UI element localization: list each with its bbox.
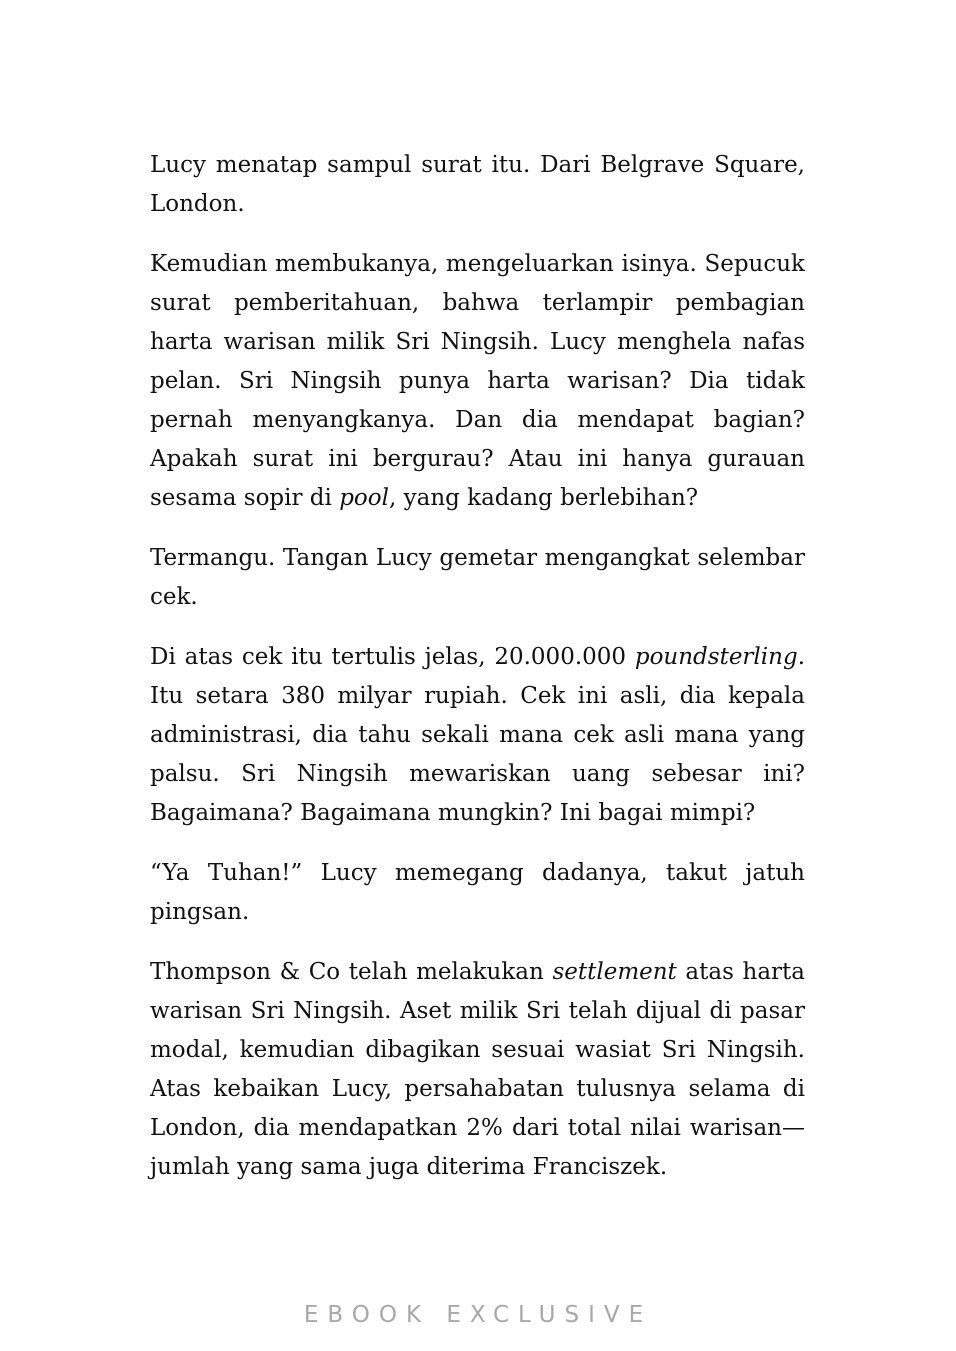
paragraph-text: Termangu. Tangan Lucy gemetar mengangkat selembar cek. [150,545,805,610]
paragraph-text: “Ya Tuhan!” Lucy memegang dadanya, takut jatuh pingsan. [150,860,805,925]
paragraph [150,638,805,833]
italic-text: pool [339,485,389,511]
paragraph [150,953,805,1187]
paragraph [150,854,805,932]
paragraph-text: Di atas cek itu tertulis jelas, 20.000.000 [150,644,635,670]
paragraph-text: , yang kadang berlebihan? [388,485,699,511]
paragraph [150,245,805,518]
italic-text: settlement [552,959,677,985]
paragraph-text: . Itu setara 380 milyar rupiah. Cek ini asli, dia kepala administrasi, dia tahu sekali mana cek asli mana yang palsu. Sri Ningsih mewariskan uang sebesar ini? Bagaimana? Bagaimana mungkin? Ini bagai mimpi? [150,644,805,826]
paragraph-text: Thompson & Co telah melakukan [150,959,553,985]
page-body [150,146,805,1208]
italic-text: poundsterling [634,644,798,670]
paragraph [150,539,805,617]
paragraph-text: Lucy menatap sampul surat itu. Dari Belgrave Square, London. [150,152,805,217]
paragraph [150,146,805,224]
paragraph-text: atas harta warisan Sri Ningsih. Aset milik Sri telah dijual di pasar modal, kemudian dibagikan sesuai wasiat Sri Ningsih. Atas kebaikan Lucy, persahabatan tulusnya selama di London, dia mendapatkan 2% dari total nilai warisan—jumlah yang sama juga diterima Franciszek. [150,959,805,1180]
paragraph-text: Kemudian membukanya, mengeluarkan isinya. Sepucuk surat pemberitahuan, bahwa terlampir pembagian harta warisan milik Sri Ningsih. Lucy menghela nafas pelan. Sri Ningsih punya harta warisan? Dia tidak pernah menyangkanya. Dan dia mendapat bagian? Apakah surat ini bergurau? Atau ini hanya gurauan sesama sopir di [150,251,805,511]
footer-watermark: EBOOK EXCLUSIVE [303,1302,653,1328]
